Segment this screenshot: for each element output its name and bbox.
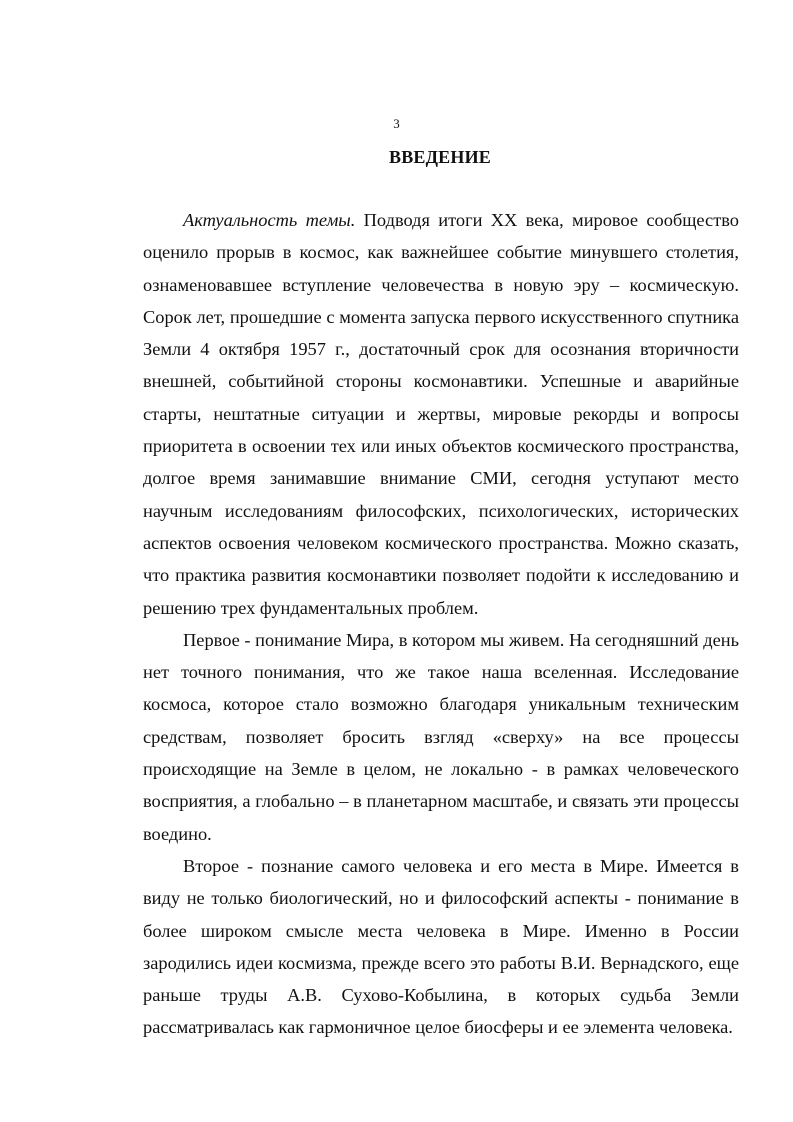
body-text [143, 204, 739, 1044]
paragraph-relevance [143, 204, 739, 624]
paragraph-text: Подводя итоги XX века, мировое сообщество оценило прорыв в космос, как важнейшее событие минувшего столетия, ознаменовавшее вступление человечества в новую эру – космическую. Сорок лет, прошедшие с момента запуска первого искусственного спутника Земли 4 октября 1957 г., достаточный срок для осознания вторичности внешней, событийной стороны космонавтики. Успешные и аварийные старты, нештатные ситуации и жертвы, мировые рекорды и вопросы приоритета в освоении тех или иных объектов космического пространства, долгое время занимавшие внимание СМИ, сегодня уступают место научным исследованиям философских, психологических, исторических аспектов освоения человеком космического пространства. Можно сказать, что практика развития космонавтики позволяет подойти к исследованию и решению трех фундаментальных проблем. [143, 210, 739, 618]
page-number: 3 [393, 116, 400, 131]
paragraph-second-problem: Второе - познание самого человека и его места в Мире. Имеется в виду не только биологический, но и философский аспекты - понимание в более широком смысле места человека в Мире. Именно в России зародились идеи космизма, прежде всего это работы В.И. Вернадского, еще раньше труды А.В. Сухово-Кобылина, в которых судьба Земли рассматривалась как гармоничное целое биосферы и ее элемента человека. [143, 855, 739, 1038]
paragraph-first-problem: Первое - понимание Мира, в котором мы живем. На сегодняшний день нет точного понимания, что же такое наша вселенная. Исследование космоса, которое стало возможно благодаря уникальным техническим средствам, позволяет бросить взгляд «сверху» на все процессы происходящие на Земле в целом, не локально - в рамках человеческого восприятия, а глобально – в планетарном масштабе, и связать эти процессы воедино. [143, 629, 739, 844]
paragraph-lead: Актуальность темы. [183, 210, 356, 230]
page-title: ВВЕДЕНИЕ [388, 147, 491, 167]
